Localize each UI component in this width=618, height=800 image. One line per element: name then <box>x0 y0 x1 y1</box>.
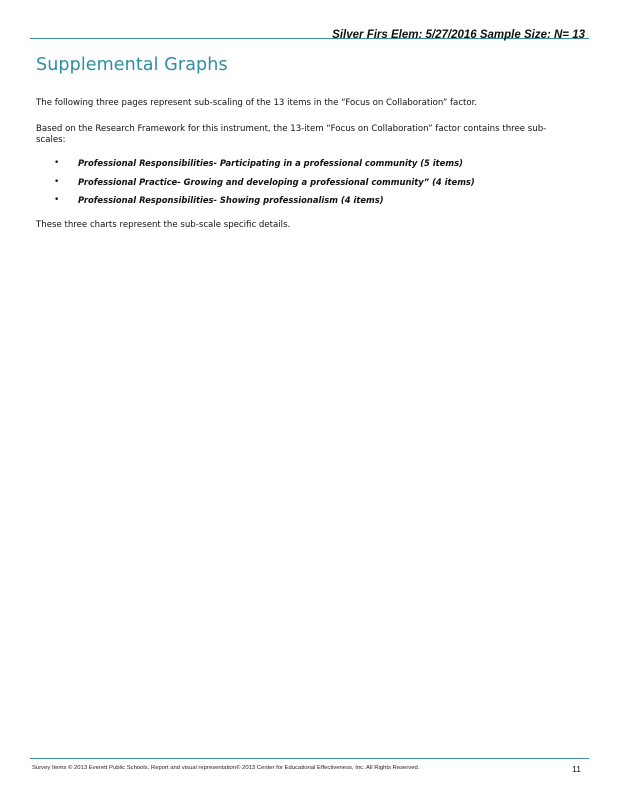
bullet-icon: • <box>54 158 60 168</box>
subscale-label: Professional Responsibilities- Showing professionalism (4 items) <box>78 195 384 205</box>
framework-paragraph: Based on the Research Framework for this instrument, the 13-item “Focus on Collaboration” factor contains three sub-scales: <box>36 124 547 145</box>
page-title: Supplemental Graphs <box>36 55 228 75</box>
intro-paragraph: The following three pages represent sub-scaling of the 13 items in the “Focus on Collaboration” factor. <box>36 98 478 108</box>
subscale-label: Professional Practice- Growing and developing a professional community” (4 items) <box>78 176 475 187</box>
page-number: 11 <box>572 764 581 774</box>
subscale-label: Professional Responsibilities- Participating in a professional community (5 items) <box>78 158 463 168</box>
list-item <box>36 195 576 214</box>
list-item <box>36 158 576 177</box>
list-item <box>36 177 576 196</box>
page-footer <box>30 758 589 774</box>
page-header <box>30 24 589 39</box>
header-text: Silver Firs Elem: 5/27/2016 Sample Size: N= 13 <box>332 29 585 41</box>
subscale-list <box>36 158 576 214</box>
bullet-icon: • <box>54 195 60 205</box>
copyright-text: Survey Items © 2013 Everett Public Schools. Report and visual representation© 2013 Center for Educational Effectiveness, Inc. All Rights Reserved. <box>32 765 420 771</box>
bullet-icon: • <box>54 176 60 187</box>
closing-paragraph: These three charts represent the sub-scale specific details. <box>36 220 291 230</box>
